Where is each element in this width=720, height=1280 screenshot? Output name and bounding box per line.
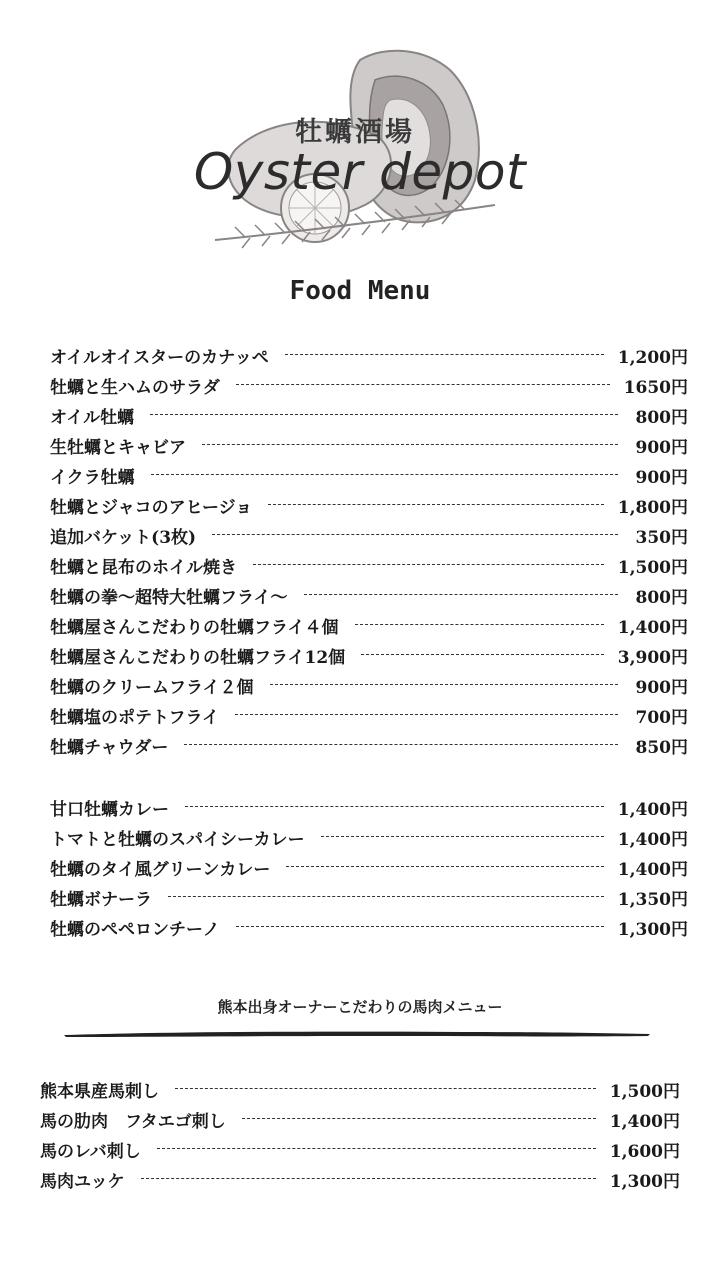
menu-item-name: 馬のレバ刺し	[40, 1141, 141, 1162]
menu-item-name: 牡蠣と生ハムのサラダ	[50, 377, 220, 398]
dashed-leader	[168, 896, 604, 897]
menu-item	[40, 1134, 680, 1164]
menu-item	[50, 460, 688, 490]
menu-item-name: 牡蠣と昆布のホイル焼き	[50, 557, 237, 578]
dashed-leader	[202, 444, 618, 445]
horse-meat-section-heading: 熊本出身オーナーこだわりの馬肉メニュー	[217, 998, 503, 1016]
menu-item-name: 牡蠣のクリームフライ２個	[50, 677, 254, 698]
dashed-leader	[236, 926, 604, 927]
menu-item	[50, 700, 688, 730]
menu-item	[50, 640, 688, 670]
menu-item	[50, 912, 688, 942]
menu-item-price: 350円	[635, 527, 688, 548]
menu-item-name: 牡蠣塩のポテトフライ	[50, 707, 219, 728]
menu-item-price: 900円	[635, 437, 688, 458]
menu-item-name: 馬の肋肉 フタエゴ刺し	[40, 1111, 226, 1132]
menu-item-price: 1,300円	[609, 1171, 680, 1192]
menu-item	[50, 370, 688, 400]
menu-item-name: 牡蠣とジャコのアヒージョ	[50, 497, 253, 518]
dashed-leader	[150, 414, 618, 415]
menu-item-price: 900円	[635, 677, 688, 698]
menu-item	[50, 550, 688, 580]
menu-item	[50, 610, 688, 640]
menu-item-price: 3,900円	[617, 647, 688, 668]
menu-item	[50, 852, 688, 882]
dashed-leader	[286, 866, 603, 867]
dashed-leader	[212, 534, 618, 535]
menu-item-price: 900円	[635, 467, 688, 488]
logo-japanese-text: 牡蠣酒場	[295, 117, 415, 148]
menu-item-price: 1,500円	[617, 557, 688, 578]
dashed-leader	[236, 384, 610, 385]
menu-item-name: 追加バケット(3枚)	[50, 527, 197, 548]
dashed-leader	[321, 836, 604, 837]
dashed-leader	[304, 594, 619, 595]
dashed-leader	[157, 1148, 596, 1149]
menu-item-name: トマトと牡蠣のスパイシーカレー	[50, 829, 305, 850]
menu-item-price: 1,300円	[617, 919, 688, 940]
menu-item-price: 1,800円	[617, 497, 688, 518]
oyster-depot-logo	[175, 40, 535, 270]
menu-item	[40, 1104, 680, 1134]
dashed-leader	[355, 624, 604, 625]
dashed-leader	[175, 1088, 596, 1089]
menu-item-name: オイルオイスターのカナッペ	[50, 347, 269, 368]
menu-item-price: 1,400円	[617, 617, 688, 638]
menu-item-name: 生牡蠣とキャビア	[50, 437, 186, 458]
menu-item-name: 牡蠣の拳～超特大牡蠣フライ～	[50, 587, 288, 608]
menu-item-price: 1650円	[623, 377, 688, 398]
menu-item-price: 1,400円	[617, 859, 688, 880]
menu-item	[50, 400, 688, 430]
dashed-leader	[253, 564, 604, 565]
dashed-leader	[361, 654, 604, 655]
menu-item	[50, 882, 688, 912]
menu-item-name: イクラ牡蠣	[50, 467, 135, 488]
menu-item-name: オイル牡蠣	[50, 407, 135, 428]
menu-item-price: 850円	[635, 737, 688, 758]
dashed-leader	[184, 744, 618, 745]
menu-item-name: 牡蠣ボナーラ	[50, 889, 152, 910]
menu-item	[50, 822, 688, 852]
menu-item	[40, 1164, 680, 1194]
menu-item	[50, 730, 688, 760]
menu-item	[50, 430, 688, 460]
menu-item-price: 1,400円	[609, 1111, 680, 1132]
menu-item-name: 牡蠣屋さんこだわりの牡蠣フライ４個	[50, 617, 339, 638]
menu-item	[50, 340, 688, 370]
menu-item	[50, 520, 688, 550]
menu-item-price: 800円	[635, 587, 688, 608]
menu-item-price: 1,400円	[617, 799, 688, 820]
menu-item-name: 熊本県産馬刺し	[40, 1081, 159, 1102]
dashed-leader	[151, 474, 618, 475]
menu-title: Food Menu	[289, 276, 431, 306]
dashed-leader	[235, 714, 618, 715]
menu-item-price: 1,600円	[609, 1141, 680, 1162]
dashed-leader	[285, 354, 604, 355]
menu-item-price: 1,500円	[609, 1081, 680, 1102]
menu-item	[40, 1074, 680, 1104]
dashed-leader	[270, 684, 619, 685]
menu-item-name: 牡蠣のタイ風グリーンカレー	[50, 859, 271, 880]
menu-item	[50, 670, 688, 700]
menu-item-price: 1,350円	[617, 889, 688, 910]
menu-item	[50, 490, 688, 520]
menu-item-price: 1,200円	[617, 347, 688, 368]
brush-stroke-divider	[62, 1028, 652, 1040]
menu-item-price: 700円	[635, 707, 688, 728]
menu-item-name: 牡蠣のペペロンチーノ	[50, 919, 220, 940]
menu-item-name: 牡蠣チャウダー	[50, 737, 169, 758]
menu-item-name: 牡蠣屋さんこだわりの牡蠣フライ12個	[50, 647, 346, 668]
dashed-leader	[185, 806, 604, 807]
logo-english-text: Oyster depot	[193, 143, 527, 201]
menu-item-name: 馬肉ユッケ	[40, 1171, 125, 1192]
dashed-leader	[242, 1118, 596, 1119]
menu-item-price: 800円	[635, 407, 688, 428]
menu-item-price: 1,400円	[617, 829, 688, 850]
menu-item	[50, 580, 688, 610]
menu-item	[50, 792, 688, 822]
dashed-leader	[141, 1178, 596, 1179]
dashed-leader	[268, 504, 603, 505]
menu-item-name: 甘口牡蠣カレー	[50, 799, 169, 820]
